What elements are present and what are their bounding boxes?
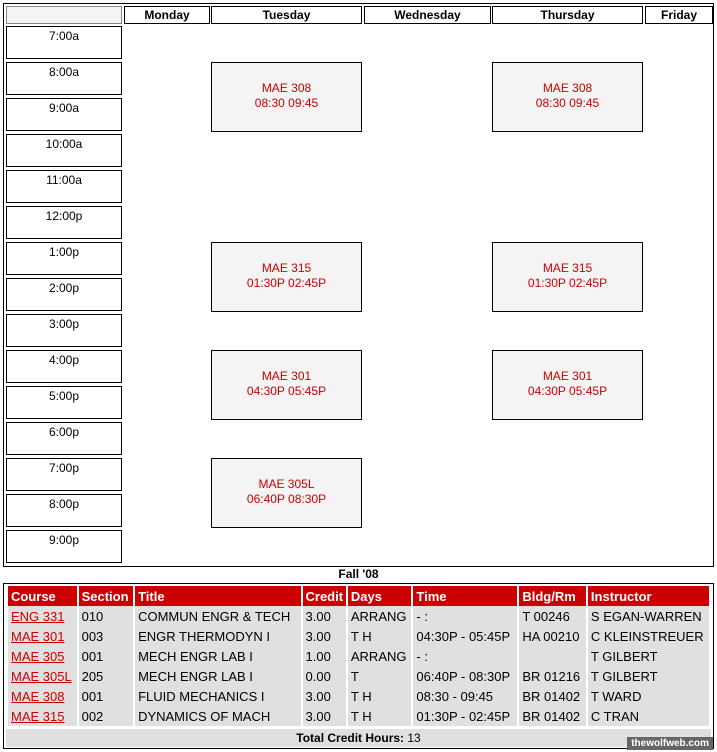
cell-course <box>8 706 77 726</box>
event-mae315-tuesday[interactable] <box>211 242 362 312</box>
time-slot: 8:00p <box>6 494 122 527</box>
cell-title: COMMUN ENGR & TECH <box>135 606 300 626</box>
cell-credit: 3.00 <box>303 706 346 726</box>
column-header-time: Time <box>413 586 517 606</box>
cell-days: ARRANG <box>348 606 412 626</box>
cell-instructor: T WARD <box>588 686 709 706</box>
cell-title: MECH ENGR LAB I <box>135 646 300 666</box>
time-slot: 3:00p <box>6 314 122 347</box>
cell-days: T H <box>348 706 412 726</box>
course-link[interactable]: MAE 305L <box>11 668 72 684</box>
cell-title: ENGR THERMODYN I <box>135 626 300 646</box>
day-header-thursday: Thursday <box>492 6 643 24</box>
event-mae308-tuesday[interactable] <box>211 62 362 132</box>
time-slot: 9:00a <box>6 98 122 131</box>
column-header-credit: Credit <box>303 586 346 606</box>
time-slot: 10:00a <box>6 134 122 167</box>
cell-bldg-rm: T 00246 <box>519 606 586 626</box>
column-header-days: Days <box>348 586 412 606</box>
table-row <box>8 706 709 726</box>
cell-course <box>8 686 77 706</box>
cell-time: 01:30P - 02:45P <box>413 706 517 726</box>
time-slot: 5:00p <box>6 386 122 419</box>
table-row <box>8 646 709 666</box>
cell-bldg-rm: HA 00210 <box>519 626 586 646</box>
cell-instructor: T GILBERT <box>588 666 709 686</box>
column-header-title: Title <box>135 586 300 606</box>
cell-bldg-rm <box>519 646 586 666</box>
cell-time: 08:30 - 09:45 <box>413 686 517 706</box>
time-slot: 2:00p <box>6 278 122 311</box>
day-header-monday: Monday <box>124 6 210 24</box>
event-time: 06:40P 08:30P <box>246 492 327 506</box>
column-header-section: Section <box>79 586 133 606</box>
total-credit-value: 13 <box>407 731 421 745</box>
event-course: MAE 301 <box>542 369 593 383</box>
event-time: 01:30P 02:45P <box>246 276 327 290</box>
event-mae308-thursday[interactable] <box>492 62 643 132</box>
table-row <box>8 686 709 706</box>
time-slot: 6:00p <box>6 422 122 455</box>
cell-section: 001 <box>79 686 133 706</box>
time-slot: 11:00a <box>6 170 122 203</box>
cell-bldg-rm: BR 01216 <box>519 666 586 686</box>
cell-section: 205 <box>79 666 133 686</box>
time-slot: 8:00a <box>6 62 122 95</box>
cell-time: 04:30P - 05:45P <box>413 626 517 646</box>
cell-time: 06:40P - 08:30P <box>413 666 517 686</box>
table-row <box>8 606 709 626</box>
time-slot: 7:00p <box>6 458 122 491</box>
event-time: 04:30P 05:45P <box>527 384 608 398</box>
cell-time: - : <box>413 606 517 626</box>
table-row <box>8 666 709 686</box>
day-header-tuesday: Tuesday <box>211 6 362 24</box>
cell-course <box>8 666 77 686</box>
course-link[interactable]: MAE 301 <box>11 628 65 644</box>
cell-section: 010 <box>79 606 133 626</box>
event-course: MAE 315 <box>261 261 312 275</box>
day-header-wednesday: Wednesday <box>364 6 491 24</box>
column-header-instructor: Instructor <box>588 586 709 606</box>
term-title: Fall '08 <box>338 567 379 581</box>
course-link[interactable]: MAE 315 <box>11 708 65 724</box>
event-time: 01:30P 02:45P <box>527 276 608 290</box>
cell-title: DYNAMICS OF MACH <box>135 706 300 726</box>
column-header-bldg-rm: Bldg/Rm <box>519 586 586 606</box>
table-row <box>8 626 709 646</box>
cell-bldg-rm: BR 01402 <box>519 686 586 706</box>
weekly-schedule-grid <box>3 3 714 567</box>
event-mae305l-tuesday[interactable] <box>211 458 362 528</box>
event-mae301-tuesday[interactable] <box>211 350 362 420</box>
cell-credit: 3.00 <box>303 606 346 626</box>
event-course: MAE 308 <box>261 81 312 95</box>
cell-section: 002 <box>79 706 133 726</box>
cell-time: - : <box>413 646 517 666</box>
time-slot: 12:00p <box>6 206 122 239</box>
cell-days: T <box>348 666 412 686</box>
event-time: 08:30 09:45 <box>535 96 600 110</box>
table-header-row <box>8 586 709 606</box>
event-mae301-thursday[interactable] <box>492 350 643 420</box>
cell-title: FLUID MECHANICS I <box>135 686 300 706</box>
cell-credit: 1.00 <box>303 646 346 666</box>
course-link[interactable]: MAE 308 <box>11 688 65 704</box>
cell-days: ARRANG <box>348 646 412 666</box>
event-course: MAE 315 <box>542 261 593 275</box>
total-credit-label: Total Credit Hours: <box>296 731 405 745</box>
event-time: 04:30P 05:45P <box>246 384 327 398</box>
event-mae315-thursday[interactable] <box>492 242 643 312</box>
cell-days: T H <box>348 686 412 706</box>
cell-instructor: T GILBERT <box>588 646 709 666</box>
course-list-panel <box>3 583 714 749</box>
cell-instructor: C TRAN <box>588 706 709 726</box>
event-course: MAE 301 <box>261 369 312 383</box>
cell-credit: 0.00 <box>303 666 346 686</box>
time-slot: 9:00p <box>6 530 122 563</box>
watermark: thewolfweb.com <box>627 737 713 750</box>
cell-instructor: S EGAN-WARREN <box>588 606 709 626</box>
cell-section: 003 <box>79 626 133 646</box>
cell-title: MECH ENGR LAB I <box>135 666 300 686</box>
cell-course <box>8 646 77 666</box>
cell-bldg-rm: BR 01402 <box>519 706 586 726</box>
cell-credit: 3.00 <box>303 686 346 706</box>
event-time: 08:30 09:45 <box>254 96 319 110</box>
cell-instructor: C KLEINSTREUER <box>588 626 709 646</box>
cell-credit: 3.00 <box>303 626 346 646</box>
total-credit-hours <box>6 729 711 747</box>
course-table <box>6 586 711 726</box>
event-course: MAE 305L <box>258 477 315 491</box>
event-course: MAE 308 <box>542 81 593 95</box>
day-header-friday: Friday <box>645 6 713 24</box>
cell-course <box>8 626 77 646</box>
time-slot: 4:00p <box>6 350 122 383</box>
course-link[interactable]: MAE 305 <box>11 648 65 664</box>
cell-section: 001 <box>79 646 133 666</box>
time-slot: 1:00p <box>6 242 122 275</box>
time-slot: 7:00a <box>6 26 122 59</box>
column-header-course: Course <box>8 586 77 606</box>
cell-course <box>8 606 77 626</box>
course-link[interactable]: ENG 331 <box>11 608 65 624</box>
corner-header <box>6 6 122 24</box>
cell-days: T H <box>348 626 412 646</box>
